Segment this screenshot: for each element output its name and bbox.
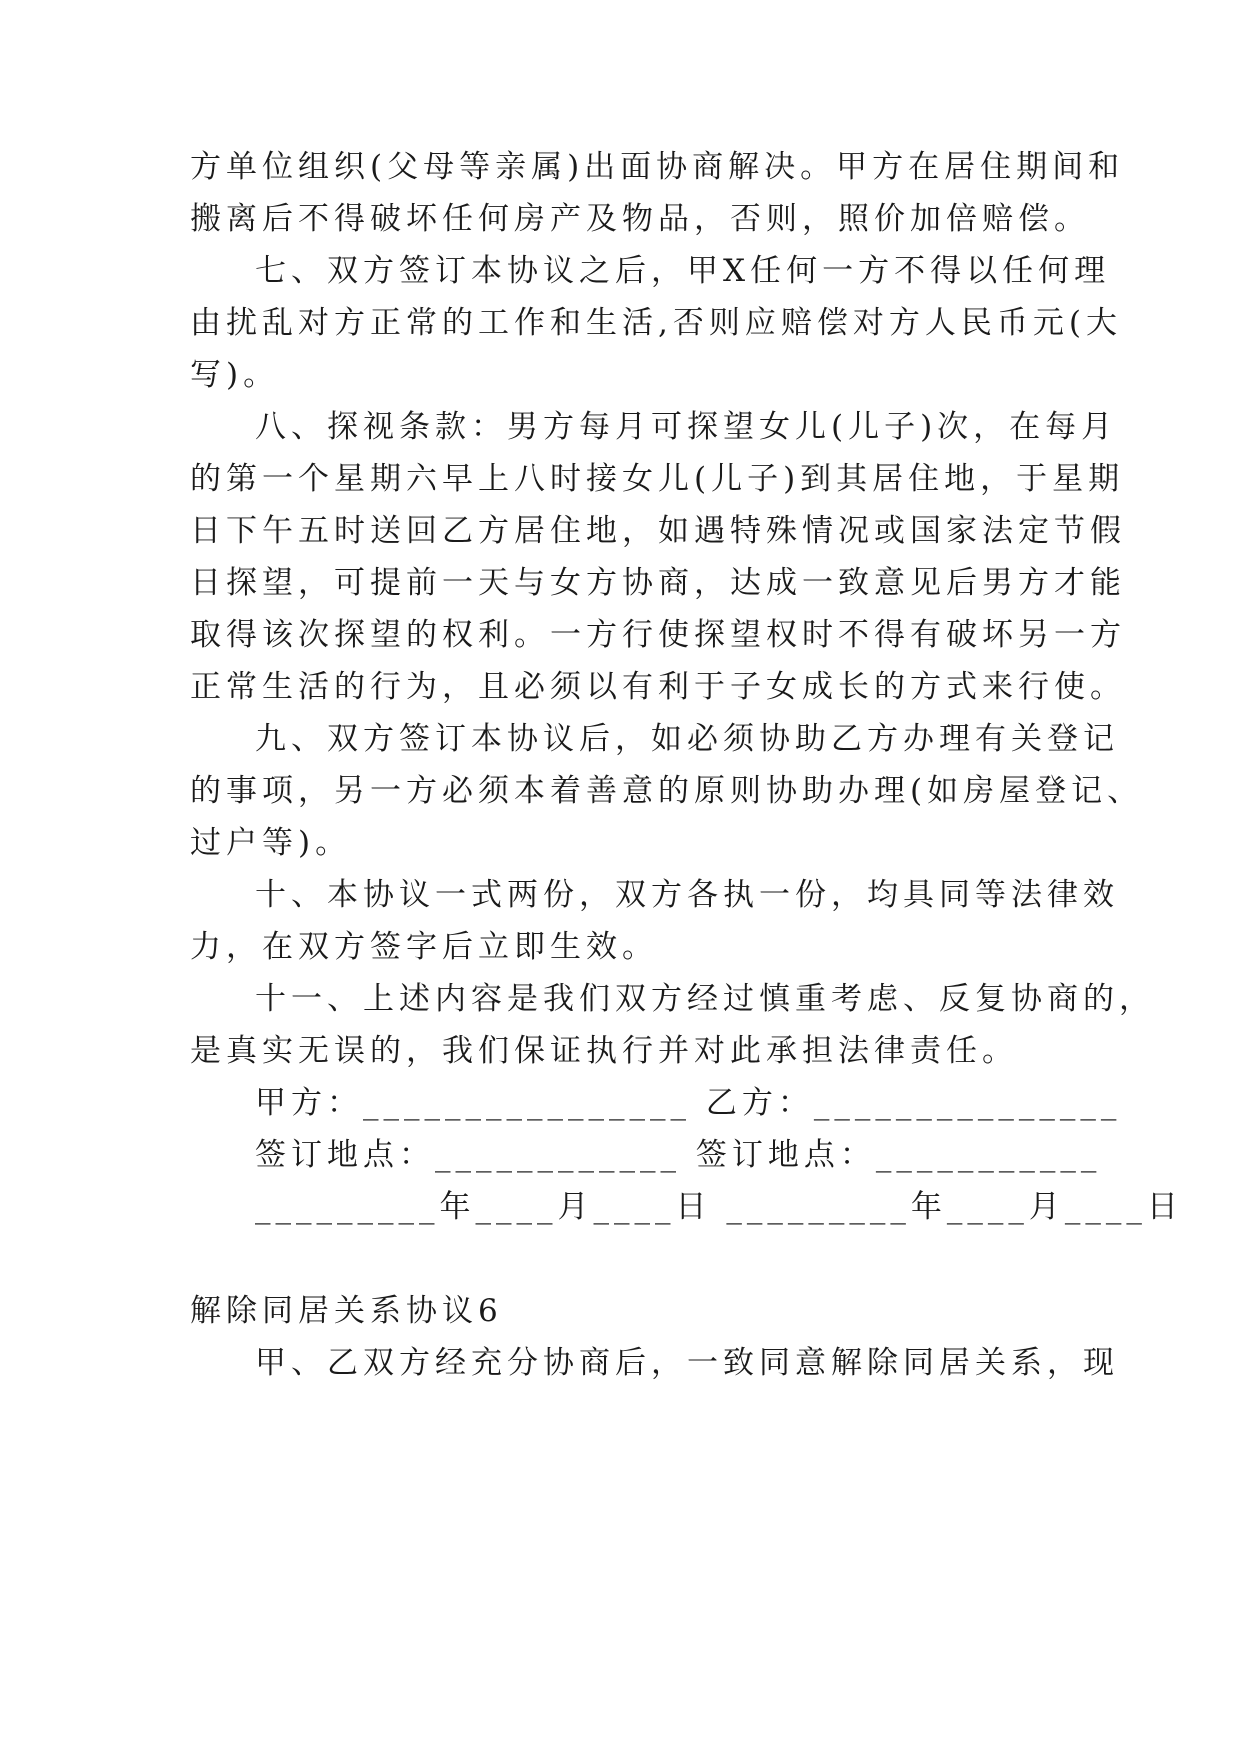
paragraph-line: 力，在双方签字后立即生效。	[190, 929, 658, 965]
paragraph-line: 日下午五时送回乙方居住地，如遇特殊情况或国家法定节假	[190, 513, 1126, 549]
clause-11-line: 十一、上述内容是我们双方经过慎重考虑、反复协商的，	[255, 981, 1155, 1017]
signing-location-line: 签订地点：____________ 签订地点：___________	[255, 1137, 1102, 1173]
paragraph-line: 的第一个星期六早上八时接女儿(儿子)到其居住地，于星期	[190, 461, 1125, 497]
paragraph-line: 甲、乙双方经充分协商后，一致同意解除同居关系，现	[255, 1345, 1119, 1381]
clause-7-line: 七、双方签订本协议之后，甲X任何一方不得以任何理	[255, 253, 1111, 289]
paragraph-line: 正常生活的行为，且必须以有利于子女成长的方式来行使。	[190, 669, 1126, 705]
signature-parties-line: 甲方：________________ 乙方：_______________	[255, 1085, 1122, 1121]
clause-9-line: 九、双方签订本协议后，如必须协助乙方办理有关登记	[255, 721, 1119, 757]
paragraph-line: 的事项，另一方必须本着善意的原则协助办理(如房屋登记、	[190, 773, 1144, 809]
section-title: 解除同居关系协议6	[190, 1293, 503, 1329]
paragraph-line: 由扰乱对方正常的工作和生活,否则应赔偿对方人民币元(大	[190, 305, 1122, 341]
paragraph-line: 取得该次探望的权利。一方行使探望权时不得有破坏另一方	[190, 617, 1126, 653]
clause-10-line: 十、本协议一式两份，双方各执一份，均具同等法律效	[255, 877, 1119, 913]
paragraph-line: 写)。	[190, 357, 280, 393]
paragraph-line: 过户等)。	[190, 825, 352, 861]
paragraph-line: 方单位组织(父母等亲属)出面协商解决。甲方在居住期间和	[190, 149, 1125, 185]
clause-8-line: 八、探视条款：男方每月可探望女儿(儿子)次，在每月	[255, 409, 1118, 445]
paragraph-line: 日探望，可提前一天与女方协商，达成一致意见后男方才能	[190, 565, 1126, 601]
signing-date-line: _________年____月____日 _________年____月____日	[255, 1189, 1183, 1225]
paragraph-line: 是真实无误的，我们保证执行并对此承担法律责任。	[190, 1033, 1018, 1069]
paragraph-line: 搬离后不得破坏任何房产及物品，否则，照价加倍赔偿。	[190, 201, 1090, 237]
